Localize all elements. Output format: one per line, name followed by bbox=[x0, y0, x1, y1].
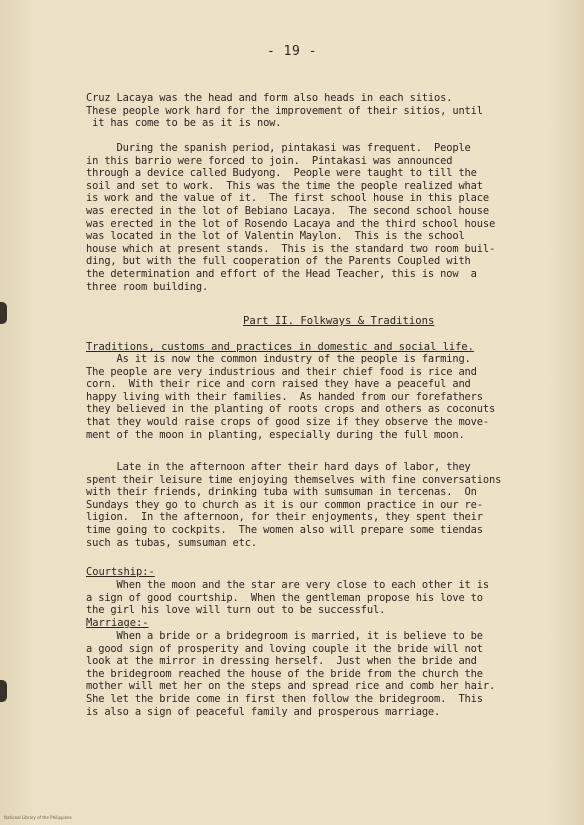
section-heading: Part II. Folkways & Traditions bbox=[243, 315, 435, 327]
paragraph-courtship: When the moon and the star are very close to each other it is a sign of good courtship. When the gentleman propose his love to the girl his love will turn out to be successful. bbox=[86, 579, 489, 617]
paragraph-1: Cruz Lacaya was the head and form also heads in each sitios. These people work hard for the improvement of their sitios, until it has come to be as it is now. bbox=[86, 92, 483, 130]
subheading-courtship: Courtship:- bbox=[86, 566, 155, 578]
binding-hole bbox=[0, 302, 7, 324]
paragraph-3: As it is now the common industry of the people is farming. The people are very industrious and their chief food is rice and corn. With their rice and corn raised they have a peaceful and happy living with their families. As handed from our forefathers they believed in the planting of roots crops and others as coconuts that they would raise crops of good size if they observe the move- ment of the moon in planting, especially during the full moon. bbox=[86, 353, 496, 441]
paragraph-4: Late in the afternoon after their hard days of labor, they spent their leisure time enjoying themselves with fine conversations with their friends, drinking tuba with sumsuman in tercenas. On Sundays they go to church as it is our common practice in our re- ligion. In the afternoon, for their enjoyments, they spent their time going to cockpits. The women also will prepare some tiendas such as tubas, sumsuman etc. bbox=[86, 461, 502, 549]
paragraph-marriage: When a bride or a bridegroom is married, it is believe to be a good sign of prosperity and loving couple it the bride will not look at the mirror in dressing herself. Just when the bride and the bridegroom reached the house of the bride from the church the mother will met her on the steps and spread rice and comb her hair. She let the bride come in first then follow the bridegroom. This is also a sign of peaceful family and prosperous marriage. bbox=[86, 630, 496, 718]
paragraph-2: During the spanish period, pintakasi was frequent. People in this barrio were forced to join. Pintakasi was announced through a device called Budyong. People were taught to till the soil and set to work. This was the time the people realized what is work and the value of it. The first school house in this place was erected in the lot of Bebiano Lacaya. The second school house was erected in the lot of Rosendo Lacaya and the third school house was located in the lot of Valentin Maylon. This is the school house which at present stands. This is the standard two room buil- ding, but with the full cooperation of the Parents Coupled with the determination and effort of the Head Teacher, this is now a three room building. bbox=[86, 142, 496, 293]
footer-credit: National Library of the Philippines bbox=[4, 815, 72, 820]
subheading-traditions: Traditions, customs and practices in domestic and social life. bbox=[86, 341, 474, 353]
binding-hole bbox=[0, 680, 7, 702]
page-number: - 19 - bbox=[267, 44, 317, 59]
subheading-marriage: Marriage:- bbox=[86, 617, 149, 629]
